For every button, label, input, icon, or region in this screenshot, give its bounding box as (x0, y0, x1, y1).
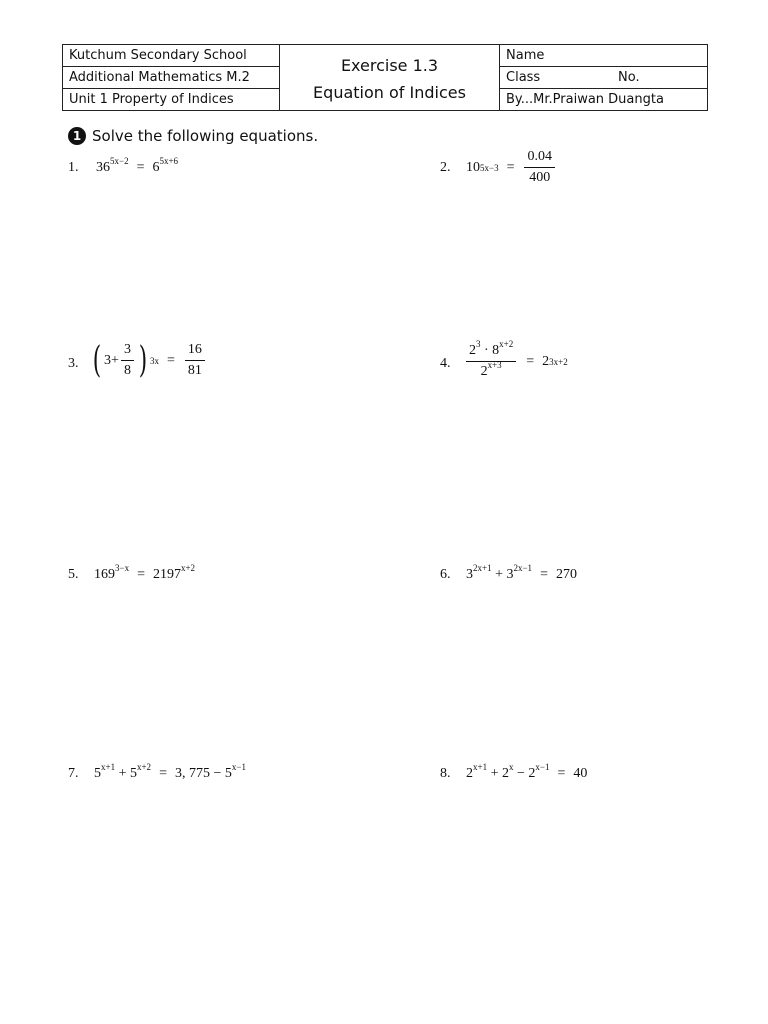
author-name: By...Mr.Praiwan Duangta (506, 92, 664, 107)
no-label: No. (618, 70, 640, 85)
exponent: x−1 (231, 762, 246, 772)
exercise-title: Exercise 1.3 (340, 56, 439, 75)
equals: = (526, 353, 535, 369)
denominator: 81 (187, 363, 202, 378)
author-cell (499, 89, 707, 110)
plus: + (495, 567, 503, 582)
exponent: x−1 (535, 762, 550, 772)
plus: + (490, 766, 499, 781)
problem-4: $\frac{2^3 \cdot 8^{x+2}}{2^{x+3}}$ = 2 3x+2 (464, 343, 568, 380)
instruction (68, 127, 318, 145)
subject-cell (63, 67, 280, 89)
right-paren-icon: ) (138, 340, 148, 381)
school-cell (63, 45, 280, 67)
problem-number: 7. (68, 766, 79, 781)
base: 6 (152, 160, 160, 175)
denominator: 400 (529, 170, 551, 185)
problem-6 (466, 563, 577, 583)
denominator (478, 362, 505, 380)
fraction (185, 342, 205, 379)
equals: = (159, 766, 167, 781)
base: 3 (466, 567, 473, 582)
bullet-number-icon: 1 (68, 127, 86, 145)
problem-number: 6. (440, 567, 451, 582)
equals: = (506, 159, 515, 175)
numerator: 0.04 (524, 149, 555, 168)
problem-number: 8. (440, 766, 451, 781)
problem-number: 4. (440, 356, 451, 371)
fraction (524, 149, 555, 186)
school-name: Kutchum Secondary School (69, 48, 247, 63)
exponent: x+2 (499, 339, 514, 349)
name-label: Name (506, 48, 545, 63)
exponent: 3 (476, 339, 481, 349)
dot: · (484, 343, 489, 358)
problem-number: 2. (440, 160, 451, 175)
fraction (466, 339, 516, 380)
exponent: x+3 (487, 360, 502, 370)
problem-7 (94, 762, 246, 782)
problem-5 (94, 563, 196, 583)
result: 270 (555, 567, 577, 582)
name-cell (499, 45, 707, 67)
base: 5 (224, 766, 232, 781)
exponent: 5x−2 (110, 156, 129, 166)
problem-number: 5. (68, 567, 79, 582)
base: 2 (480, 364, 488, 379)
base: 36 (96, 160, 110, 175)
exponent: 2x+1 (473, 563, 492, 573)
topic-title: Equation of Indices (313, 83, 466, 102)
unit-cell (63, 89, 280, 110)
base: 5 (129, 766, 137, 781)
base: 2197 (152, 567, 181, 582)
base: 2 (469, 343, 476, 358)
class-label: Class (506, 70, 541, 85)
problem-number: 3. (68, 356, 79, 371)
problem-1 (96, 156, 179, 176)
term: 3 (104, 352, 112, 368)
instruction-text: Solve the following equations. (92, 127, 319, 145)
exponent: x+2 (180, 563, 196, 573)
exponent: x+1 (101, 762, 116, 772)
exponent: x+1 (473, 762, 488, 772)
result: 40 (573, 766, 588, 781)
fraction (121, 342, 134, 379)
plus: + (111, 352, 119, 368)
base: 3 (506, 567, 514, 582)
base: 10 (466, 159, 480, 175)
exponent: 5x+6 (159, 156, 179, 166)
exponent: x+2 (136, 762, 152, 772)
minus: − (516, 766, 525, 781)
constant: 3, 775 (174, 766, 210, 781)
base: 169 (94, 567, 115, 582)
exponent: 2x−1 (513, 563, 533, 573)
equals: = (540, 567, 548, 582)
left-paren-icon: ( (92, 340, 102, 381)
numerator: 3 (121, 342, 134, 361)
base: 2 (466, 766, 473, 781)
equals: = (137, 567, 145, 582)
denominator: 8 (123, 363, 131, 378)
equals: = (167, 352, 175, 368)
equals: = (136, 160, 145, 175)
exponent: 3−x (115, 563, 130, 573)
problem-8 (466, 762, 588, 782)
equals: = (557, 766, 566, 781)
header-table (62, 44, 708, 111)
base: 2 (528, 766, 536, 781)
plus: + (118, 766, 127, 781)
base: 2 (542, 353, 550, 369)
minus: − (213, 766, 222, 781)
unit-name: Unit 1 Property of Indices (69, 92, 234, 107)
base: 2 (501, 766, 509, 781)
problem-2: 10 5x−3 = $\frac{0.04}{400}$ (466, 149, 557, 186)
problem-3: ( 3 + $\frac{3}{8}$ ) 3x = $\frac{16}{81}$ (90, 340, 207, 381)
base: 8 (492, 343, 500, 358)
subject-name: Additional Mathematics M.2 (69, 70, 250, 85)
class-cell (499, 67, 707, 89)
problem-number: 1. (68, 160, 79, 175)
numerator: 16 (185, 342, 205, 361)
base: 5 (94, 766, 101, 781)
exponent: x (508, 762, 514, 772)
